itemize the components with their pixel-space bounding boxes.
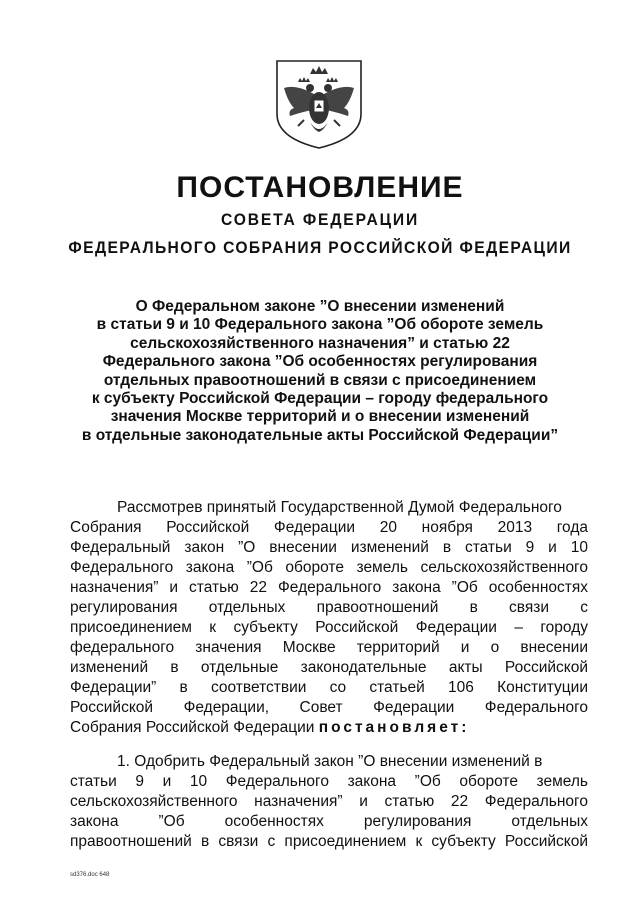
paragraph-line: статьи 9 и 10 Федерального закона ”Об обороте земель xyxy=(70,773,588,790)
subject-line: сельскохозяйственного назначения” и статью 22 xyxy=(130,334,510,352)
paragraph-line: федерального значения Москве территорий и о внесении xyxy=(70,639,588,656)
subject-line: к субъекту Российской Федерации – городу федерального xyxy=(91,390,549,408)
paragraph-line: Российской Федерации, Совет Федерации Федерального xyxy=(70,699,588,716)
coat-of-arms-emblem xyxy=(274,58,364,150)
paragraph-line: Рассмотрев принятый Государственной Думой Федерального xyxy=(117,499,562,516)
paragraph-line: 1. Одобрить Федеральный закон ”О внесении изменений в xyxy=(117,753,543,770)
russian-coat-of-arms-icon xyxy=(274,58,364,150)
paragraph-line: регулирования отдельных правоотношений в связи с xyxy=(70,599,588,616)
paragraph-line: Собрания Российской Федерации xyxy=(70,719,315,736)
issuing-body-line-1: СОВЕТА ФЕДЕРАЦИИ xyxy=(220,210,420,229)
resolution-item-1 xyxy=(70,752,588,852)
subject-line: Федерального закона ”Об особенностях регулирования xyxy=(102,353,538,371)
file-reference: sd376.doc 648 xyxy=(70,872,110,878)
document-subject xyxy=(60,298,580,445)
paragraph-line: Федерального закона ”Об обороте земель сельскохозяйственного xyxy=(70,559,588,576)
issuing-body-line-2: ФЕДЕРАЛЬНОГО СОБРАНИЯ РОССИЙСКОЙ ФЕДЕРАЦИИ xyxy=(68,238,572,257)
resolution-keyword: постановляет: xyxy=(318,719,470,736)
paragraph-line: Федеральный закон ”О внесении изменений в статьи 9 и 10 xyxy=(70,539,588,556)
subject-line: О Федеральном законе ”О внесении изменений xyxy=(135,298,505,315)
document-title: ПОСТАНОВЛЕНИЕ xyxy=(176,171,464,204)
paragraph-line: назначения” и статью 22 Федерального закона ”Об особенностях xyxy=(70,579,588,596)
paragraph-line: изменений в отдельные законодательные акты Российской xyxy=(70,659,588,676)
subject-line: значения Москве территорий и о внесении изменений xyxy=(110,408,530,426)
paragraph-line: закона ”Об особенностях регулирования отдельных xyxy=(70,813,588,830)
subject-line: в отдельные законодательные акты Российской Федерации” xyxy=(81,426,559,444)
paragraph-line: правоотношений в связи с присоединением к субъекту Российской xyxy=(70,833,588,850)
subject-line: отдельных правоотношений в связи с присоединением xyxy=(103,371,537,389)
preamble-paragraph xyxy=(70,498,588,738)
paragraph-line: сельскохозяйственного назначения” и статью 22 Федерального xyxy=(70,793,588,810)
paragraph-line: Федерации” в соответствии со статьей 106 Конституции xyxy=(70,679,588,696)
paragraph-line: Собрания Российской Федерации 20 ноября 2013 года xyxy=(70,519,588,536)
paragraph-line: присоединением к субъекту Российской Федерации – городу xyxy=(70,619,588,636)
subject-line: в статьи 9 и 10 Федерального закона ”Об обороте земель xyxy=(96,316,544,334)
paragraph-last-line xyxy=(70,718,588,738)
